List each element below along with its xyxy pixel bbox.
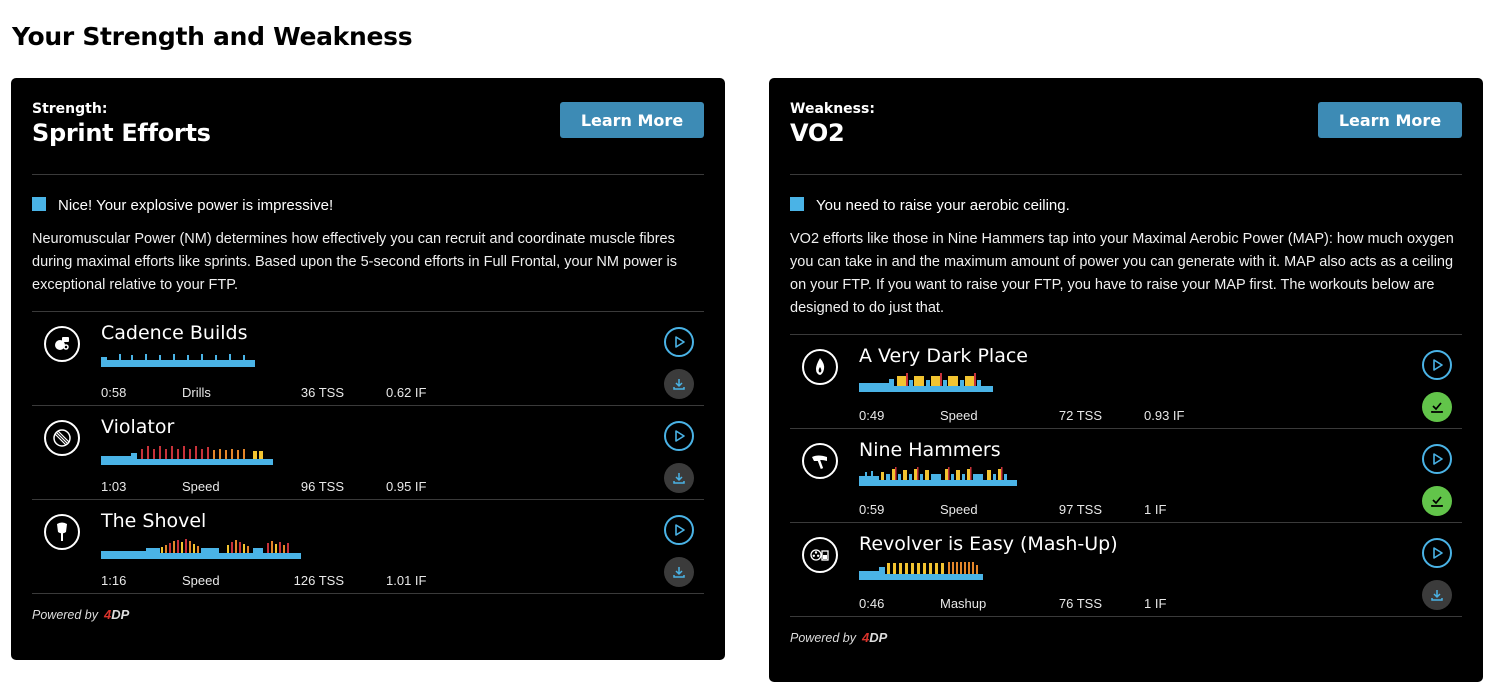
- workout-row[interactable]: [790, 335, 1462, 429]
- learn-more-button[interactable]: Learn More: [560, 102, 704, 138]
- 4dp-logo: 4DP: [862, 630, 888, 645]
- play-button[interactable]: [664, 327, 694, 357]
- workout-row[interactable]: [790, 523, 1462, 617]
- download-icon: [672, 471, 686, 485]
- download-icon: [1430, 588, 1444, 602]
- card-header: [790, 101, 1462, 175]
- play-icon: [1431, 359, 1443, 371]
- workout-profile-chart: [101, 443, 276, 465]
- weakness-description: VO2 efforts like those in Nine Hammers tap into your Maximal Aerobic Power (MAP): how much oxygen you can take in and the maximum amount of power you can generate with it. MAP also acts as a ceiling on your FTP. If you want to raise your FTP, you have to raise your MAP first. The workouts below are designed to do just that.: [790, 231, 1454, 316]
- workout-category: Mashup: [940, 596, 987, 611]
- play-icon: [673, 524, 685, 536]
- workout-name[interactable]: Cadence Builds: [101, 322, 248, 344]
- workout-if: 0.93 IF: [1144, 408, 1185, 423]
- weakness-label: Weakness:: [790, 101, 875, 117]
- workout-category: Speed: [940, 502, 978, 517]
- play-icon: [673, 336, 685, 348]
- violator-icon: [44, 420, 80, 456]
- strength-title: Sprint Efforts: [32, 119, 211, 147]
- download-button[interactable]: [664, 369, 694, 399]
- workout-if: 0.95 IF: [386, 479, 427, 494]
- strength-label: Strength:: [32, 101, 108, 117]
- workout-name[interactable]: Revolver is Easy (Mash-Up): [859, 533, 1118, 555]
- cadence-icon: [44, 326, 80, 362]
- revolver-icon: [802, 537, 838, 573]
- workout-tss: 36 TSS: [300, 385, 344, 400]
- card-header: [32, 101, 704, 175]
- workout-tss: 97 TSS: [1058, 502, 1102, 517]
- workout-duration: 0:59: [859, 502, 885, 517]
- workout-row[interactable]: [32, 312, 704, 406]
- download-button[interactable]: [664, 557, 694, 587]
- workout-profile-chart: [859, 372, 999, 392]
- play-button[interactable]: [664, 515, 694, 545]
- workout-category: Speed: [940, 408, 978, 423]
- workout-tss: 72 TSS: [1058, 408, 1102, 423]
- download-icon: [672, 377, 686, 391]
- play-button[interactable]: [1422, 444, 1452, 474]
- headline-text: Nice! Your explosive power is impressive!: [58, 197, 334, 214]
- bullet-square-icon: [32, 197, 46, 211]
- flame-icon: [802, 349, 838, 385]
- play-button[interactable]: [1422, 538, 1452, 568]
- downloaded-check-button[interactable]: [1422, 486, 1452, 516]
- workout-row[interactable]: [32, 500, 704, 594]
- strength-description: Neuromuscular Power (NM) determines how effectively you can recruit and coordinate muscle fibres during maximal efforts like sprints. Based upon the 5-second efforts in Full Frontal, your NM power is exceptional relative to your FTP.: [32, 231, 678, 293]
- download-button[interactable]: [1422, 580, 1452, 610]
- workout-duration: 1:16: [101, 573, 127, 588]
- strength-workout-list: [32, 311, 704, 594]
- workout-duration: 0:46: [859, 596, 885, 611]
- powered-by: [790, 630, 1462, 645]
- workout-profile-chart: [859, 560, 989, 580]
- download-icon: [672, 565, 686, 579]
- workout-tss: 96 TSS: [300, 479, 344, 494]
- workout-category: Drills: [182, 385, 211, 400]
- play-button[interactable]: [1422, 350, 1452, 380]
- headline-text: You need to raise your aerobic ceiling.: [816, 197, 1070, 214]
- downloaded-check-icon: [1430, 400, 1444, 414]
- bullet-square-icon: [790, 197, 804, 211]
- play-icon: [673, 430, 685, 442]
- workout-tss: 76 TSS: [1058, 596, 1102, 611]
- workout-category: Speed: [182, 479, 220, 494]
- workout-profile-chart: [101, 349, 271, 367]
- workout-duration: 1:03: [101, 479, 127, 494]
- hammer-icon: [802, 443, 838, 479]
- powered-by: [32, 607, 704, 622]
- workout-row[interactable]: [790, 429, 1462, 523]
- downloaded-check-button[interactable]: [1422, 392, 1452, 422]
- workout-name[interactable]: The Shovel: [101, 510, 207, 532]
- play-icon: [1431, 547, 1443, 559]
- powered-by-text: Powered by: [790, 630, 857, 645]
- workout-name[interactable]: A Very Dark Place: [859, 345, 1028, 367]
- learn-more-button[interactable]: Learn More: [1318, 102, 1462, 138]
- workout-name[interactable]: Nine Hammers: [859, 439, 1001, 461]
- workout-name[interactable]: Violator: [101, 416, 175, 438]
- page-title: Your Strength and Weakness: [12, 22, 413, 51]
- powered-by-text: Powered by: [32, 607, 99, 622]
- workout-profile-chart: [101, 537, 306, 559]
- download-button[interactable]: [664, 463, 694, 493]
- workout-if: 1.01 IF: [386, 573, 427, 588]
- weakness-workout-list: [790, 334, 1462, 617]
- workout-category: Speed: [182, 573, 220, 588]
- shovel-icon: [44, 514, 80, 550]
- workout-profile-chart: [859, 466, 1024, 486]
- play-button[interactable]: [664, 421, 694, 451]
- weakness-title: VO2: [790, 119, 845, 147]
- workout-if: 0.62 IF: [386, 385, 427, 400]
- workout-if: 1 IF: [1144, 502, 1167, 517]
- weakness-headline: [790, 197, 1462, 214]
- workout-row[interactable]: [32, 406, 704, 500]
- play-icon: [1431, 453, 1443, 465]
- downloaded-check-icon: [1430, 494, 1444, 508]
- weakness-card: [769, 78, 1483, 682]
- workout-duration: 0:58: [101, 385, 127, 400]
- 4dp-logo: 4DP: [104, 607, 130, 622]
- strength-headline: [32, 197, 704, 214]
- workout-duration: 0:49: [859, 408, 885, 423]
- strength-card: [11, 78, 725, 660]
- workout-tss: 126 TSS: [293, 573, 344, 588]
- workout-if: 1 IF: [1144, 596, 1167, 611]
